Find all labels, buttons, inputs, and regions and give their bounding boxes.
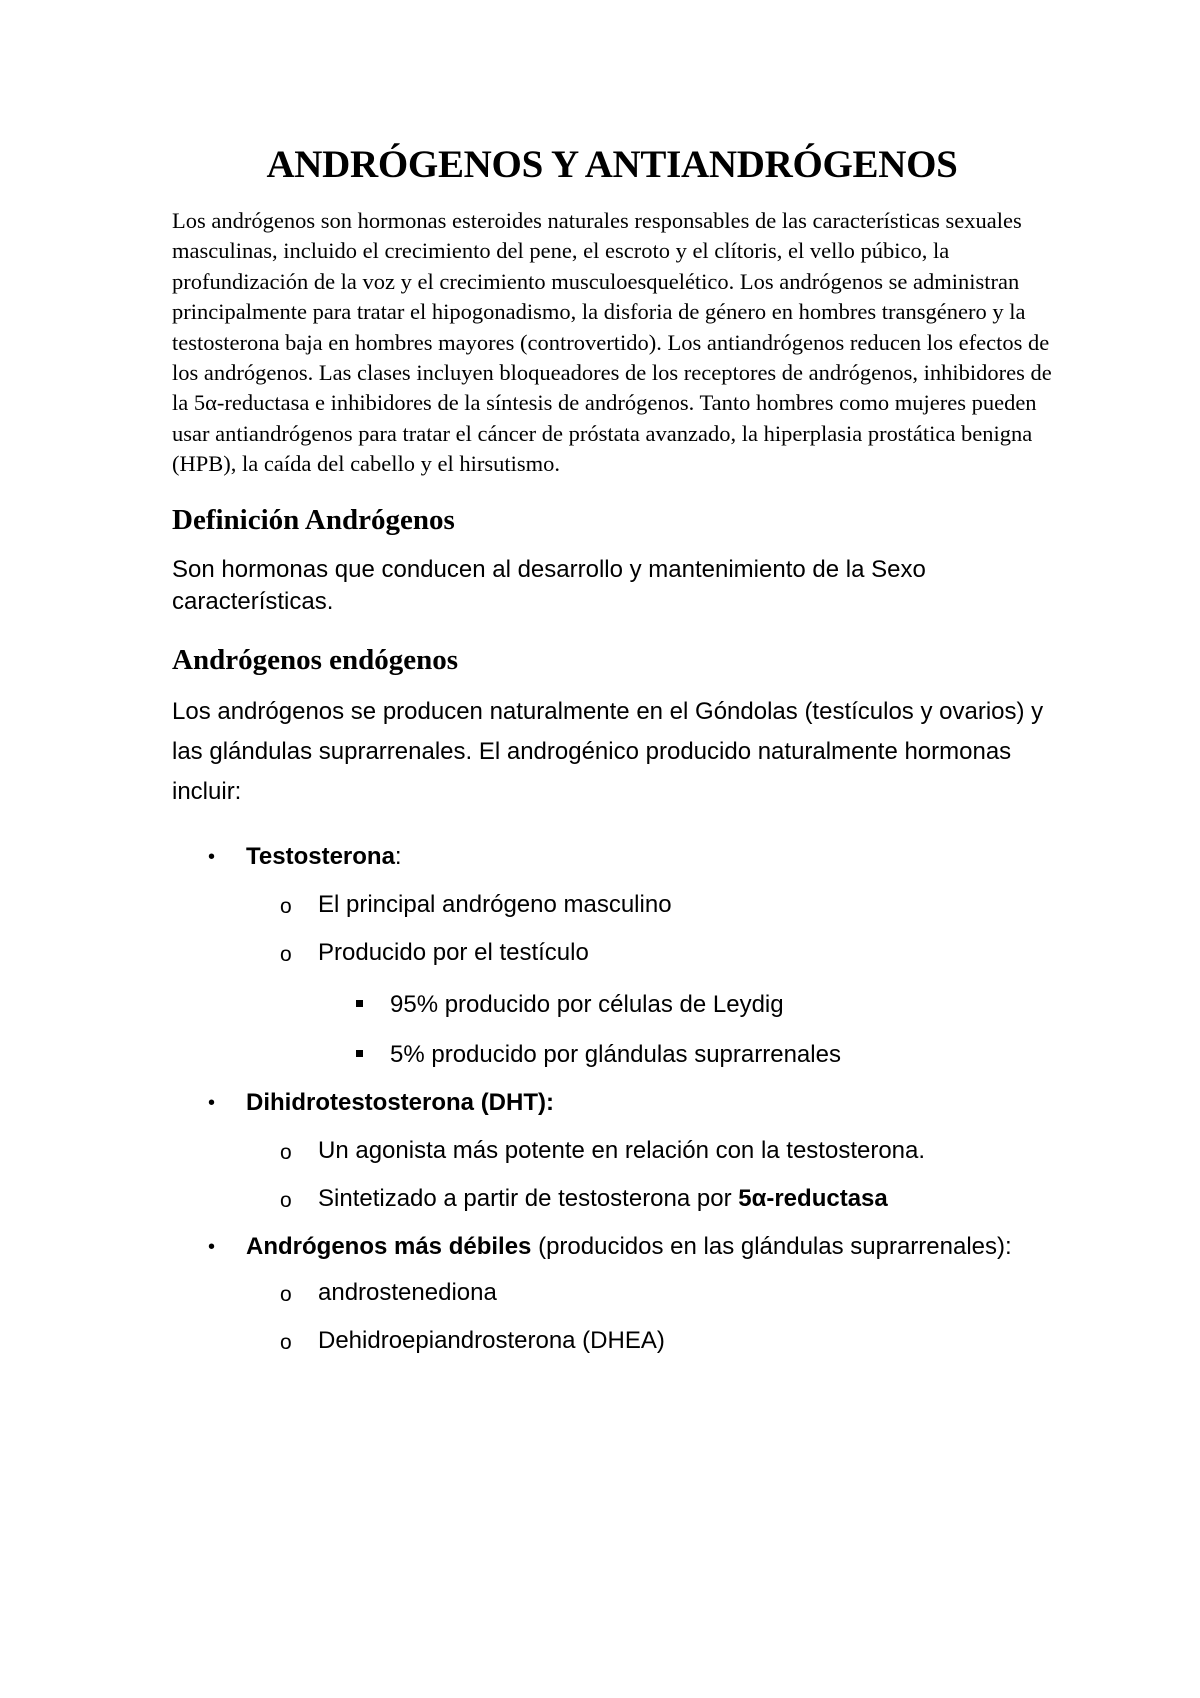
sub-item — [172, 1180, 1052, 1218]
list-item-debiles — [172, 1228, 1052, 1266]
hormone-list — [172, 838, 1052, 1360]
sub-item — [172, 1322, 1052, 1360]
list-item-bold: Dihidrotestosterona (DHT): — [246, 1088, 554, 1116]
list-item-dht — [172, 1084, 1052, 1122]
list-item-testosterona — [172, 838, 1052, 876]
sub-item-text: Sintetizado a partir de testosterona por — [318, 1184, 739, 1212]
intro-paragraph: Los andrógenos son hormonas esteroides naturales responsables de las características sexuales masculinas, incluido el crecimiento del pene, el escroto y el clítoris, el vello púbico, la profundización de la voz y el crecimiento musculoesquelético. Los andrógenos se administran principalmente para tratar el hipogonadismo, la disforia de género en hombres transgénero y la testosterona baja en hombres mayores (controvertido). Los antiandrógenos reducen los efectos de los andrógenos. Las clases incluyen bloqueadores de los receptores de andrógenos, inhibidores de la 5α-reductasa e inhibidores de la síntesis de andrógenos. Tanto hombres como mujeres pueden usar antiandrógenos para tratar el cáncer de próstata avanzado, la hiperplasia prostática benigna (HPB), la caída del cabello y el hirsutismo. — [172, 208, 1052, 477]
sub-sub-item — [172, 986, 1052, 1024]
endogenos-text: Los andrógenos se producen naturalmente en el Góndolas (testículos y ovarios) y las glándulas suprarrenales. El androgénico producido naturalmente hormonas incluir: — [172, 697, 1044, 805]
endogenos-heading: Andrógenos endógenos — [172, 643, 459, 676]
sub-item — [172, 1274, 1052, 1312]
definicion-text: Son hormonas que conducen al desarrollo y mantenimiento de la Sexo características. — [172, 555, 926, 615]
sub-item-text: androstenediona — [318, 1278, 497, 1306]
sub-sub-item — [172, 1036, 1052, 1074]
definicion-heading: Definición Andrógenos — [172, 503, 455, 536]
sub-item-text: Un agonista más potente en relación con la testosterona. — [318, 1136, 926, 1164]
document-title: ANDRÓGENOS Y ANTIANDRÓGENOS — [266, 143, 958, 186]
list-item-bold: Andrógenos más débiles — [246, 1232, 532, 1260]
circle-bullet-icon: o — [280, 1188, 292, 1212]
document-page — [172, 140, 1052, 1360]
list-item-bold: Testosterona — [246, 842, 395, 870]
sub-item-text: Producido por el testículo — [318, 938, 589, 966]
list-item-rest: (producidos en las glándulas suprarrenales): — [531, 1232, 1012, 1260]
circle-bullet-icon: o — [280, 1140, 292, 1164]
sub-item-text: El principal andrógeno masculino — [318, 890, 672, 918]
bullet-icon: • — [208, 1235, 216, 1258]
sub-item — [172, 934, 1052, 972]
square-bullet-icon — [356, 1050, 363, 1057]
bullet-icon: • — [208, 1091, 216, 1114]
circle-bullet-icon: o — [280, 1330, 292, 1354]
circle-bullet-icon: o — [280, 894, 292, 918]
sub-item-text: Dehidroepiandrosterona (DHEA) — [318, 1326, 665, 1354]
sub-sub-item-text: 5% producido por glándulas suprarrenales — [390, 1040, 841, 1068]
square-bullet-icon — [356, 1000, 363, 1007]
circle-bullet-icon: o — [280, 942, 292, 966]
sub-item-bold: 5α-reductasa — [738, 1184, 888, 1212]
bullet-icon: • — [208, 845, 216, 868]
sub-item — [172, 1132, 1052, 1170]
sub-item — [172, 886, 1052, 924]
sub-sub-item-text: 95% producido por células de Leydig — [390, 990, 784, 1018]
list-item-rest: : — [394, 842, 402, 870]
circle-bullet-icon: o — [280, 1282, 292, 1306]
